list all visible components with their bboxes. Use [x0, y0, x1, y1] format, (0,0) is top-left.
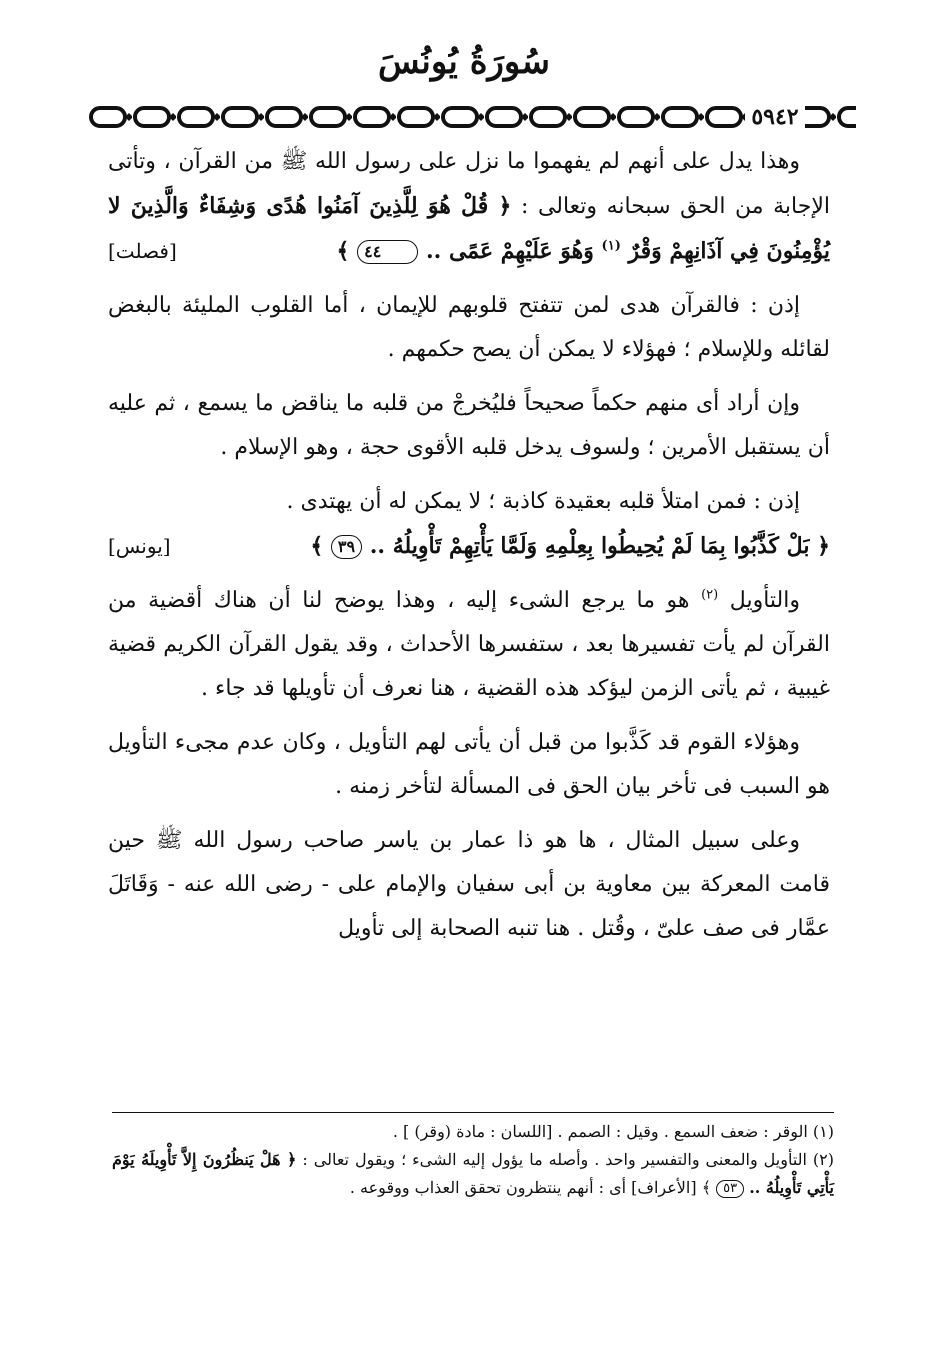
verse-number: ٣٩ — [331, 535, 362, 559]
quran-verse-fussilat: ﴿ قُلْ هُوَ لِلَّذِينَ آمَنُوا هُدًى وَشِفَاءٌ وَالَّذِينَ لا يُؤْمِنُونَ فِي آذَانِهِمْ وَقْرٌ $^{(١)}$ وَهُوَ عَلَيْهِمْ عَمًى .. ٤٤ ﴾ — [108, 193, 830, 264]
footnote-verse-number: ٥٣ — [716, 1180, 744, 1198]
sura-reference-yunus: [يونس] — [108, 534, 171, 558]
sura-title: سُورَةُ يُونُسَ — [378, 42, 550, 82]
quran-verse-yunus — [108, 524, 830, 569]
footnote-marker-1: (١) — [601, 238, 621, 254]
paragraph-2: إذن : فالقرآن هدى لمن تتفتح قلوبهم للإيمان ، أما القلوب المليئة بالبغض لقائله وللإسلام ؛ فهؤلاء لا يمكن أن يصح حكمهم . — [108, 293, 830, 362]
footnote-1: (١) الوقر : ضعف السمع . وقيل : الصمم . [اللسان : مادة (وقر) ] . — [392, 1122, 834, 1141]
paragraph-1 — [108, 140, 830, 274]
paragraph-3: وإن أراد أى منهم حكماً صحيحاً فليُخرجْ من قلبه ما يناقض ما يسمع ، ثم عليه أن يستقبل الأمرين ؛ ولسوف يدخل قلبه الأقوى حجة ، وهو الإسلام . — [108, 391, 830, 460]
paragraph-6: وهؤلاء القوم قد كَذَّبوا من قبل أن يأتى لهم التأويل ، وكان عدم مجىء التأويل هو السبب فى تأخر بيان الحق فى المسألة لتأخر زمنه . — [108, 730, 830, 799]
sura-reference-fussilat: [فصلت] — [108, 239, 177, 263]
footnote-verse: ﴿ هَلْ يَنظُرُونَ إِلاَّ تَأْوِيلَهُ يَوْمَ يَأْتِي تَأْوِيلُهُ .. — [112, 1150, 834, 1197]
page-number: ٥٩٤٢ — [745, 100, 805, 134]
footnote-2: (٢) التأويل والمعنى والتفسير واحد . وأصله ما يؤول إليه الشىء ؛ ويقول تعالى : ﴿ هَلْ يَنظُرُونَ إِلاَّ تَأْوِيلَهُ يَوْمَ يَأْتِي تَأْوِيلُهُ .. ٥٣ ﴾ [الأعراف] أى : أنهم ينتظرون تحقق العذاب ووقوعه . — [112, 1150, 835, 1197]
verse-text: ﴿ بَلْ كَذَّبُوا بِمَا لَمْ يُحِيطُوا بِعِلْمِهِ وَلَمَّا يَأْتِهِمْ تَأْوِيلُهُ .. ٣٩ ﴾ — [310, 533, 830, 559]
paragraph-7: وعلى سبيل المثال ، ها هو ذا عمار بن ياسر صاحب رسول الله ﷺ حين قامت المعركة بين معاوية بن أبى سفيان والإمام على - رضى الله عنه - وَقَاتَلَ عمَّار فى صف علىّ ، وقُتل . هنا تنبه الصحابة إلى تأويل — [108, 828, 830, 941]
footnote-marker-2: (٢) — [701, 587, 719, 603]
verse-number: ٤٤ — [357, 240, 418, 264]
paragraph-1-text: وهذا يدل على أنهم لم يفهموا ما نزل على رسول الله ﷺ من القرآن ، وتأتى الإجابة من الحق سبحانه وتعالى : — [108, 149, 831, 219]
ornamental-border — [88, 100, 856, 134]
footnotes — [112, 1118, 834, 1202]
paragraph-5: والتأويل $^{(٢)}$ هو ما يرجع الشىء إليه ، وهذا يوضح لنا أن هناك أقضية من القرآن لم يأت تفسيرها بعد ، ستفسرها الأحداث ، وقد يقول القرآن الكريم قضية غيبية ، ثم يأتى الزمن ليؤكد هذه القضية ، هنا نعرف أن تأويلها قد جاء . — [108, 587, 830, 701]
footnote-divider — [112, 1112, 834, 1113]
main-text — [108, 140, 830, 961]
paragraph-4: إذن : فمن امتلأ قلبه بعقيدة كاذبة ؛ لا يمكن له أن يهتدى . — [286, 489, 800, 514]
chain-ornament — [88, 100, 856, 134]
